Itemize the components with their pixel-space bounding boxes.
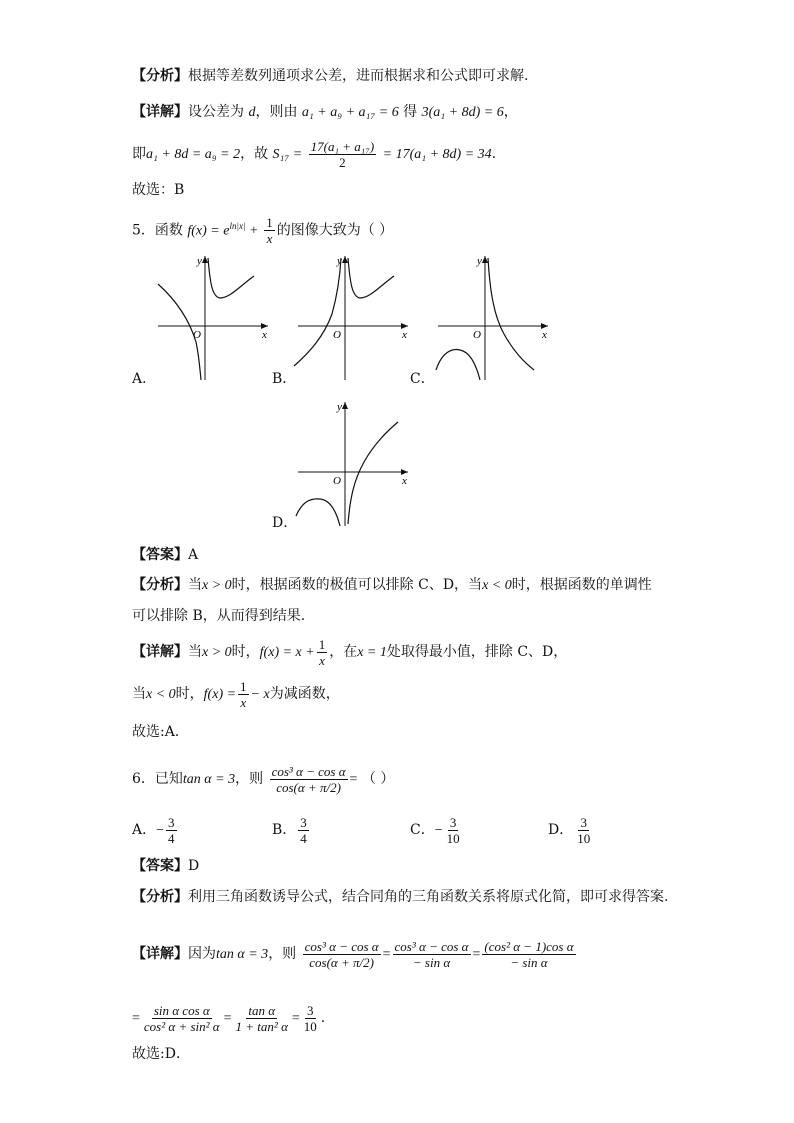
q5-daan-line [132, 545, 198, 565]
fenxi-tag: 【分析】 [132, 68, 188, 84]
q5-xiangjie-line-1 [132, 636, 567, 669]
math: f(x) = [203, 687, 237, 702]
math-eq: a₁ + a₉ + a₁₇ = 6 [301, 105, 399, 120]
option-d-label: D． [272, 515, 298, 531]
text: 时， [175, 686, 204, 702]
text: ，则 [268, 946, 297, 962]
text: ，则 [235, 771, 264, 787]
denominator: − sin α [412, 954, 451, 970]
fenxi-tag: 【分析】 [132, 577, 188, 593]
curve-right [488, 258, 534, 370]
numerator: cos³ α − cos α [394, 938, 469, 954]
math-eq: = [223, 1011, 232, 1026]
math: x > 0 [202, 578, 232, 593]
fenxi-tag: 【分析】 [132, 889, 188, 905]
y-axis-arrow [202, 256, 208, 263]
denominator: 10 [446, 830, 460, 846]
math: − x [250, 687, 270, 702]
math-eq: = [291, 1011, 300, 1026]
fraction [234, 1003, 290, 1034]
y-axis-label: y [477, 255, 482, 267]
numerator: sin α cos α [153, 1002, 210, 1018]
math: f(x) = x + [259, 645, 315, 660]
q6-answer: 故选:D． [132, 1046, 190, 1062]
q4-fenxi-line [132, 66, 528, 86]
numerator: 3 [580, 814, 587, 830]
fraction [264, 215, 275, 246]
math-sup: ln|x| [229, 221, 246, 231]
math-plus: + [249, 223, 258, 239]
fraction [317, 637, 328, 668]
q4-answer: 故选：B [132, 182, 185, 198]
denominator: 10 [303, 1018, 317, 1034]
q5-answer: 故选:A． [132, 724, 189, 740]
text: ，则由 [255, 104, 298, 120]
q6-option-d [548, 813, 594, 847]
y-axis-label: y [197, 255, 202, 267]
q6-xiangjie-line-2 [132, 998, 325, 1039]
origin-label: O [473, 329, 481, 341]
fraction [298, 815, 309, 846]
denominator: cos² α + sin² α [143, 1018, 220, 1034]
denominator: x [266, 231, 273, 247]
text: ，故 [240, 146, 269, 162]
denominator: 1 + tan² α [235, 1018, 288, 1034]
denominator: x [319, 652, 325, 668]
math: x < 0 [482, 578, 512, 593]
q6-option-c [410, 813, 464, 848]
text: . [491, 146, 497, 162]
text: 的图像大致为（ ） [276, 222, 394, 239]
graph-option-d [290, 398, 410, 528]
q4-xiangjie-line-1 [132, 102, 518, 123]
q5-fenxi-line-1 [132, 575, 652, 596]
q5-stem [132, 210, 393, 248]
sign: − [156, 823, 165, 838]
q6-xiangjie-line-1 [132, 928, 578, 981]
numerator: cos³ α − cos α [304, 938, 379, 954]
text: ， [503, 104, 518, 120]
option-label: A． [132, 822, 157, 838]
text: 当 [188, 644, 202, 660]
math-lhs: S₁₇ = [272, 147, 303, 162]
text: （ ） [361, 771, 395, 787]
denominator: − sin α [510, 954, 548, 970]
x-axis-label: x [402, 329, 407, 341]
math-d: d [248, 105, 256, 120]
denominator: 4 [168, 830, 175, 846]
y-axis-arrow [342, 256, 348, 263]
math-eq: = [349, 772, 358, 787]
daan-value: A [188, 547, 199, 563]
fraction [303, 939, 381, 970]
text: 即 [132, 146, 146, 162]
origin-label: O [333, 329, 341, 341]
numerator: 3 [449, 814, 457, 830]
numerator: 3 [168, 814, 175, 830]
denominator: x [240, 694, 247, 710]
fraction [302, 1003, 319, 1034]
text: 时，根据函数的单调性 [511, 577, 652, 593]
option-b-label: B． [272, 371, 297, 387]
text: ，在 [329, 644, 358, 660]
text: 6．已知 [132, 771, 183, 787]
option-label: C． [410, 822, 435, 838]
math: x > 0 [202, 645, 232, 660]
option-label: D． [548, 822, 574, 838]
fraction [166, 815, 177, 846]
text: 时， [231, 644, 260, 660]
q6-daan-line [132, 856, 199, 876]
math-rhs: = 17(a₁ + 8d) = 34 [382, 147, 492, 162]
text: 当 [132, 686, 146, 702]
math-f: f(x) = e [187, 223, 230, 239]
fraction [482, 939, 575, 970]
math: x = 1 [357, 645, 387, 660]
q5-xiangjie-line-2 [132, 678, 340, 711]
origin-label: O [333, 475, 341, 487]
y-axis-arrow [482, 256, 488, 263]
curve-right [208, 258, 254, 298]
numerator: 1 [266, 215, 273, 231]
graph-option-b [290, 252, 410, 382]
fraction [309, 139, 377, 170]
text: 因为 [188, 946, 216, 962]
daan-tag: 【答案】 [132, 547, 188, 563]
graph-option-c [430, 252, 550, 382]
option-a-label: A． [132, 371, 157, 387]
denominator: cos(α + π/2) [276, 779, 341, 795]
q6-stem [132, 754, 394, 805]
fraction [445, 815, 462, 846]
x-axis-label: x [402, 475, 407, 487]
origin-label: O [193, 329, 201, 341]
x-axis-label: x [262, 329, 267, 341]
fenxi-text: 根据等差数列通项求公差，进而根据求和公式即可求解. [188, 68, 529, 84]
y-axis-label: y [337, 401, 342, 413]
curve-right [348, 258, 394, 298]
fraction [270, 764, 348, 795]
numerator: cos³ α − cos α [271, 763, 346, 779]
xiangjie-tag: 【详解】 [132, 946, 188, 962]
option-c-label: C． [410, 371, 435, 387]
xiangjie-tag: 【详解】 [132, 104, 188, 120]
option-label: B． [272, 822, 297, 838]
text: 得 [403, 104, 418, 120]
math-eq: = [382, 947, 391, 962]
numerator: 3 [307, 1002, 314, 1018]
text: 设公差为 [188, 104, 244, 120]
numerator: (cos² α − 1)cos α [484, 938, 574, 954]
text: 为减函数， [269, 686, 340, 702]
text: 时，根据函数的极值可以排除 C、D，当 [231, 577, 483, 593]
x-axis-label: x [542, 329, 547, 341]
text: 处取得最小值，排除 C、D， [386, 644, 568, 660]
numerator: tan α [248, 1002, 276, 1018]
graph-option-a [150, 252, 270, 382]
math-eq: = [132, 1011, 140, 1026]
curve-left [294, 258, 341, 366]
numerator: 1 [318, 636, 326, 652]
daan-value: D [188, 858, 200, 874]
q4-xiangjie-line-2 [132, 138, 496, 171]
sign: − [434, 823, 443, 838]
text: 当 [188, 577, 202, 593]
text: 5．函数 [132, 222, 183, 239]
numerator: 3 [300, 814, 307, 830]
q6-option-b [272, 813, 311, 847]
math-eq: 3(a₁ + 8d) = 6 [421, 105, 504, 120]
fraction [238, 679, 249, 710]
numerator: 17(a₁ + a₁₇) [310, 138, 375, 154]
y-axis-label: y [337, 255, 342, 267]
q5-fenxi-line-2: 可以排除 B，从而得到结果. [132, 608, 306, 624]
xiangjie-tag: 【详解】 [132, 644, 188, 660]
math-eq: a₁ + 8d = a₉ = 2 [146, 147, 241, 162]
math: x < 0 [146, 687, 176, 702]
curve-left [296, 499, 340, 526]
math: tan α = 3 [182, 772, 236, 787]
numerator: 1 [240, 678, 247, 694]
y-axis-arrow [342, 402, 348, 409]
math-eq: = [472, 947, 481, 962]
denominator: cos(α + π/2) [309, 954, 374, 970]
daan-tag: 【答案】 [132, 858, 188, 874]
q6-fenxi-line [132, 887, 668, 907]
curve-left [436, 350, 480, 380]
fraction [142, 1003, 222, 1034]
text: . [320, 1010, 326, 1026]
q6-option-a [132, 813, 179, 848]
curve-right [348, 422, 398, 524]
math: tan α = 3 [216, 947, 269, 962]
fenxi-text: 利用三角函数诱导公式，结合同角的三角函数关系将原式化简，即可求得答案. [188, 889, 669, 905]
denominator: 4 [300, 830, 307, 846]
denominator: 10 [577, 830, 591, 846]
fraction [393, 939, 471, 970]
fraction [575, 815, 592, 846]
denominator: 2 [339, 154, 346, 170]
